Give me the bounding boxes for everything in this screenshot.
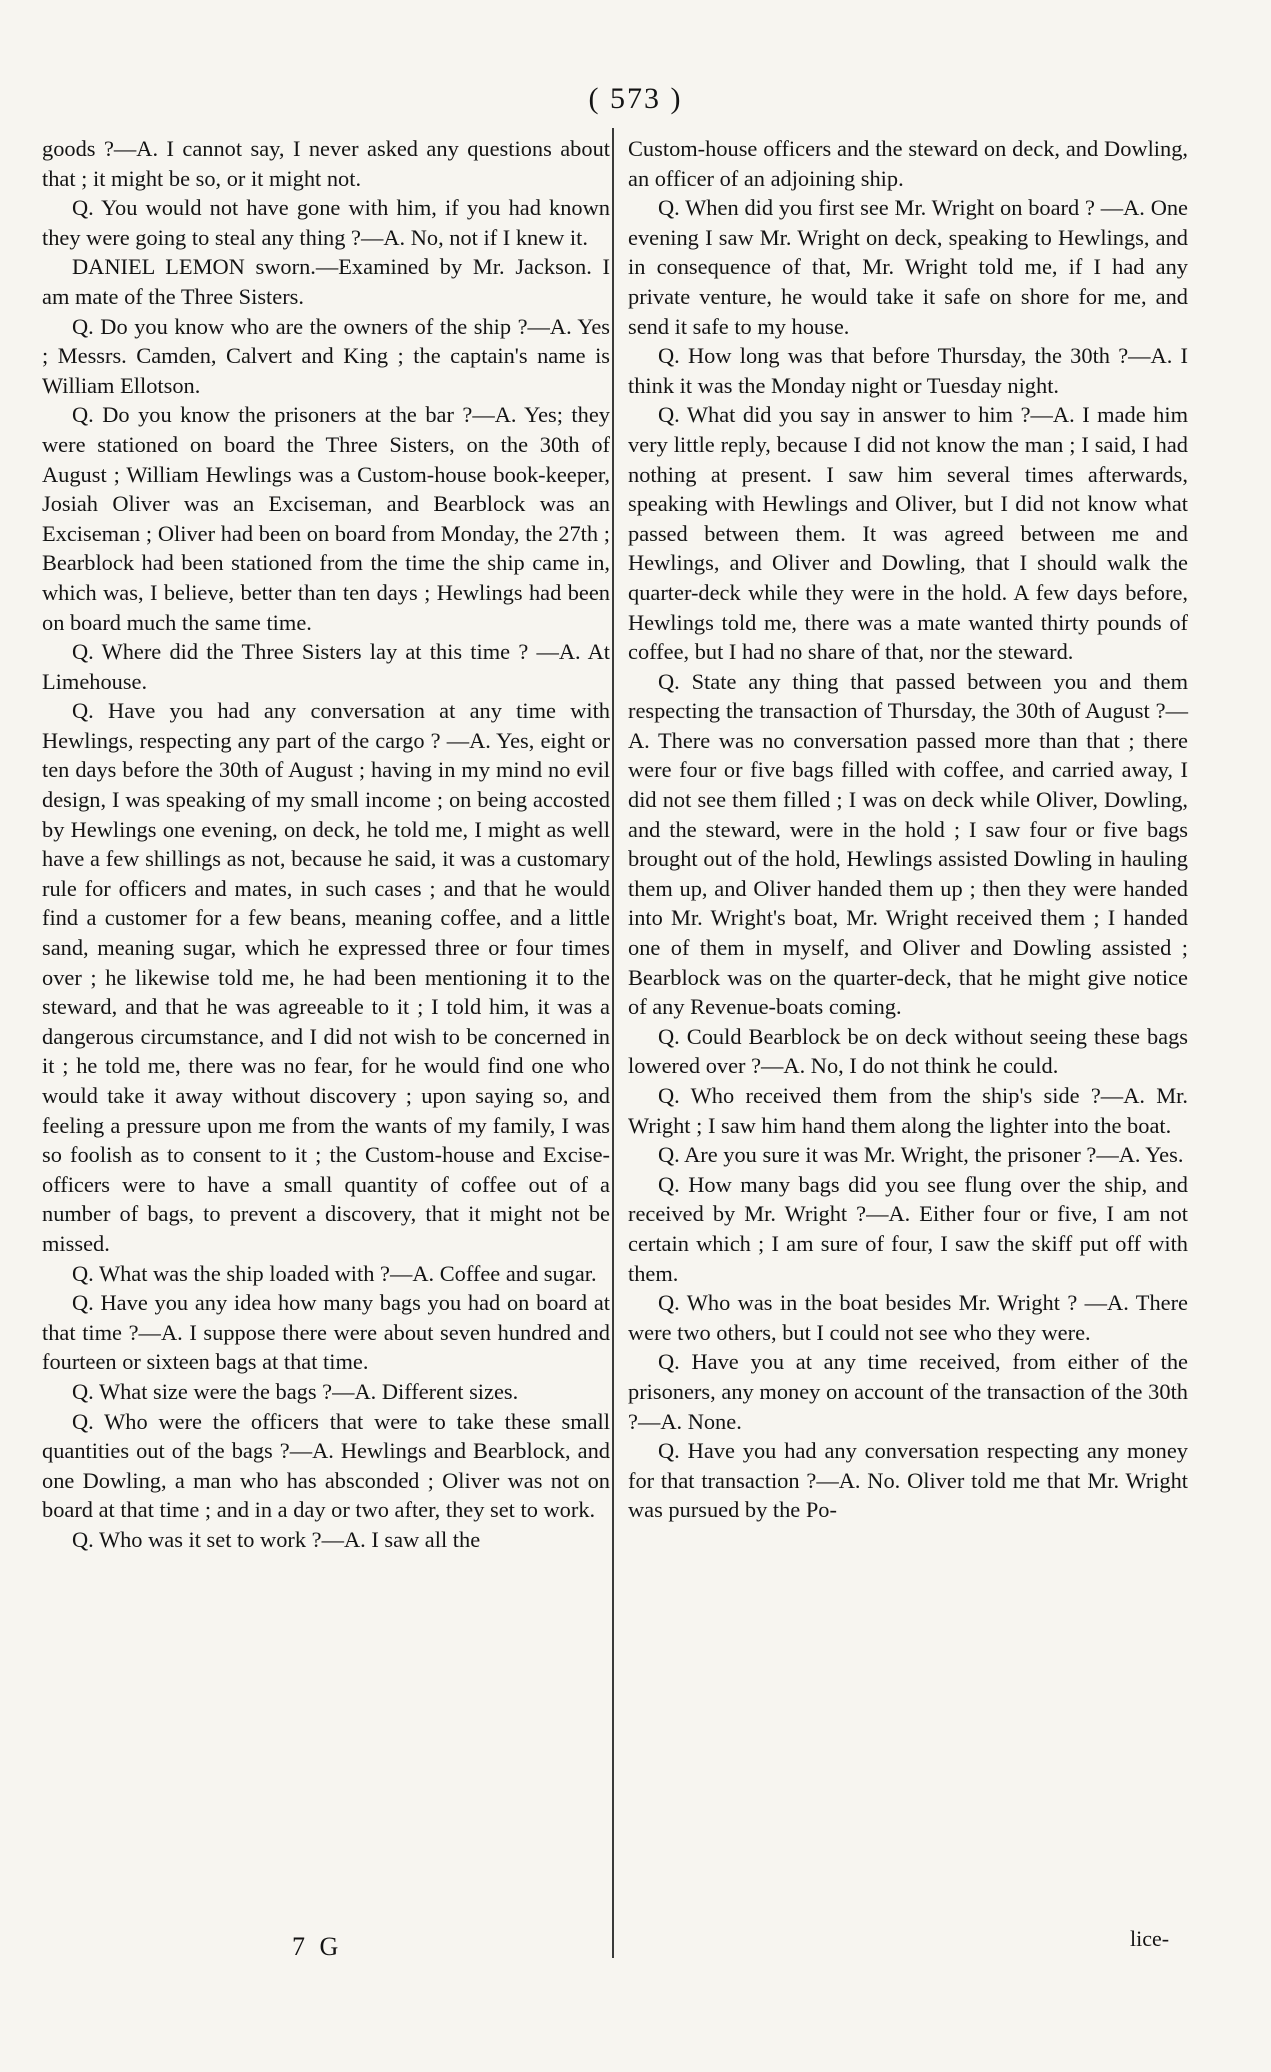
paragraph: Q. Who received them from the ship's side ?—A. Mr. Wright ; I saw him hand them along the lighter into the boat. (628, 1083, 1188, 1138)
paragraph: Q. Have you at any time received, from either of the prisoners, any money on account of the transaction of the 30th ?—A. None. (628, 1349, 1188, 1434)
paragraph: Q. What size were the bags ?—A. Different sizes. (72, 1378, 519, 1404)
paragraph: Q. How long was that before Thursday, the 30th ?—A. I think it was the Monday night or Tuesday night. (628, 343, 1188, 398)
right-column (628, 134, 1188, 1525)
paragraph: Q. Have you had any conversation respecting any money for that transaction ?—A. No. Oliver told me that Mr. Wright was pursued by the Po- (628, 1438, 1188, 1523)
paragraph: Q. You would not have gone with him, if you had known they were going to steal any thing ?—A. No, not if I knew it. (42, 195, 610, 250)
paragraph: Q. Who was in the boat besides Mr. Wright ? —A. There were two others, but I could not see who they were. (628, 1290, 1188, 1345)
paragraph: goods ?—A. I cannot say, I never asked any questions about that ; it might be so, or it might not. (42, 136, 610, 191)
paragraph: Q. Have you any idea how many bags you had on board at that time ?—A. I suppose there were about seven hundred and fourteen or sixteen bags at that time. (42, 1290, 610, 1375)
left-column (42, 134, 610, 1555)
paragraph: Q. Could Bearblock be on deck without seeing these bags lowered over ?—A. No, I do not think he could. (628, 1023, 1188, 1079)
paragraph: DANIEL LEMON sworn.—Examined by Mr. Jackson. I am mate of the Three Sisters. (42, 254, 610, 309)
paragraph: Q. Have you had any conversation at any time with Hewlings, respecting any part of the cargo ? —A. Yes, eight or ten days before the 30th of August ; having in my mind no evil design, I was speaking of my small income ; on being accosted by Hewlings one evening, on deck, he told me, I might as well have a few shillings as not, because he said, it was a customary rule for officers and mates, in such cases ; and that he would find a customer for a few beans, meaning coffee, and a little sand, meaning sugar, which he expressed three or four times over ; he likewise told me, he had been mentioning it to the steward, and that he was agreeable to it ; I told him, it was a dangerous circumstance, and I did not wish to be concerned in it ; he told me, there was no fear, for he would find one who would take it away without discovery ; upon saying so, and feeling a pressure upon me from the wants of my family, I was so foolish as to consent to it ; the Custom-house and Excise-officers were to have a small quantity of coffee out of a number of bags, to prevent a discovery, that it might not be missed. (42, 698, 610, 1256)
signature-mark: 7 G (292, 1932, 343, 1961)
paragraph: Q. Do you know the prisoners at the bar ?—A. Yes; they were stationed on board the Three Sisters, on the 30th of August ; William Hewlings was a Custom-house book-keeper, Josiah Oliver was an Exciseman, and Bearblock was an Exciseman ; Oliver had been on board from Monday, the 27th ; Bearblock had been stationed from the time the ship came in, which was, I believe, better than ten days ; Hewlings had been on board much the same time. (42, 402, 610, 635)
paragraph: Q. State any thing that passed between you and them respecting the transaction of Thursday, the 30th of August ?—A. There was no conversation passed more than that ; there were four or five bags filled with coffee, and carried away, I did not see them filled ; I was on deck while Oliver, Dowling, and the steward, were in the hold ; I saw four or five bags brought out of the hold, Hewlings assisted Dowling in hauling them up, and Oliver handed them up ; then they were handed into Mr. Wright's boat, Mr. Wright received them ; I handed one of them in myself, and Oliver and Dowling assisted ; Bearblock was on the quarter-deck, that he might give notice of any Revenue-boats coming. (628, 668, 1188, 1020)
paragraph: Q. Do you know who are the owners of the ship ?—A. Yes ; Messrs. Camden, Calvert and King ; the captain's name is William Ellotson. (42, 313, 610, 398)
paragraph: Q. When did you first see Mr. Wright on board ? —A. One evening I saw Mr. Wright on deck, speaking to Hewlings, and in consequence of that, Mr. Wright told me, if I had any private venture, he would take it safe on shore for me, and send it safe to my house. (628, 195, 1188, 339)
catchword: lice- (1130, 1926, 1170, 1951)
paragraph: Q. What was the ship loaded with ?—A. Coffee and sugar. (72, 1260, 597, 1286)
paragraph: Custom-house officers and the steward on deck, and Dowling, an officer of an adjoining ship. (628, 136, 1188, 191)
paragraph: Q. Are you sure it was Mr. Wright, the prisoner ?—A. Yes. (658, 1142, 1184, 1168)
paragraph: Q. How many bags did you see flung over the ship, and received by Mr. Wright ?—A. Either four or five, I am not certain which ; I am sure of four, I saw the skiff put off with them. (628, 1171, 1188, 1286)
paragraph: Q. Who was it set to work ?—A. I saw all the (72, 1526, 481, 1552)
paragraph: Q. Who were the officers that were to take these small quantities out of the bags ?—A. Hewlings and Bearblock, and one Dowling, a man who has absconded ; Oliver was not on board at that time ; and in a day or two after, they set to work. (42, 1408, 610, 1523)
page-number: ( 573 ) (588, 82, 683, 115)
column-divider (612, 128, 614, 1958)
paragraph: Q. What did you say in answer to him ?—A. I made him very little reply, because I did not know the man ; I said, I had nothing at present. I saw him several times afterwards, speaking with Hewlings and Oliver, but I did not know what passed between them. It was agreed between me and Hewlings, and Oliver and Dowling, that I should walk the quarter-deck while they were in the hold. A few days before, Hewlings told me, there was a mate wanted thirty pounds of coffee, but I had no share of that, nor the steward. (628, 402, 1188, 665)
paragraph: Q. Where did the Three Sisters lay at this time ? —A. At Limehouse. (42, 639, 610, 694)
